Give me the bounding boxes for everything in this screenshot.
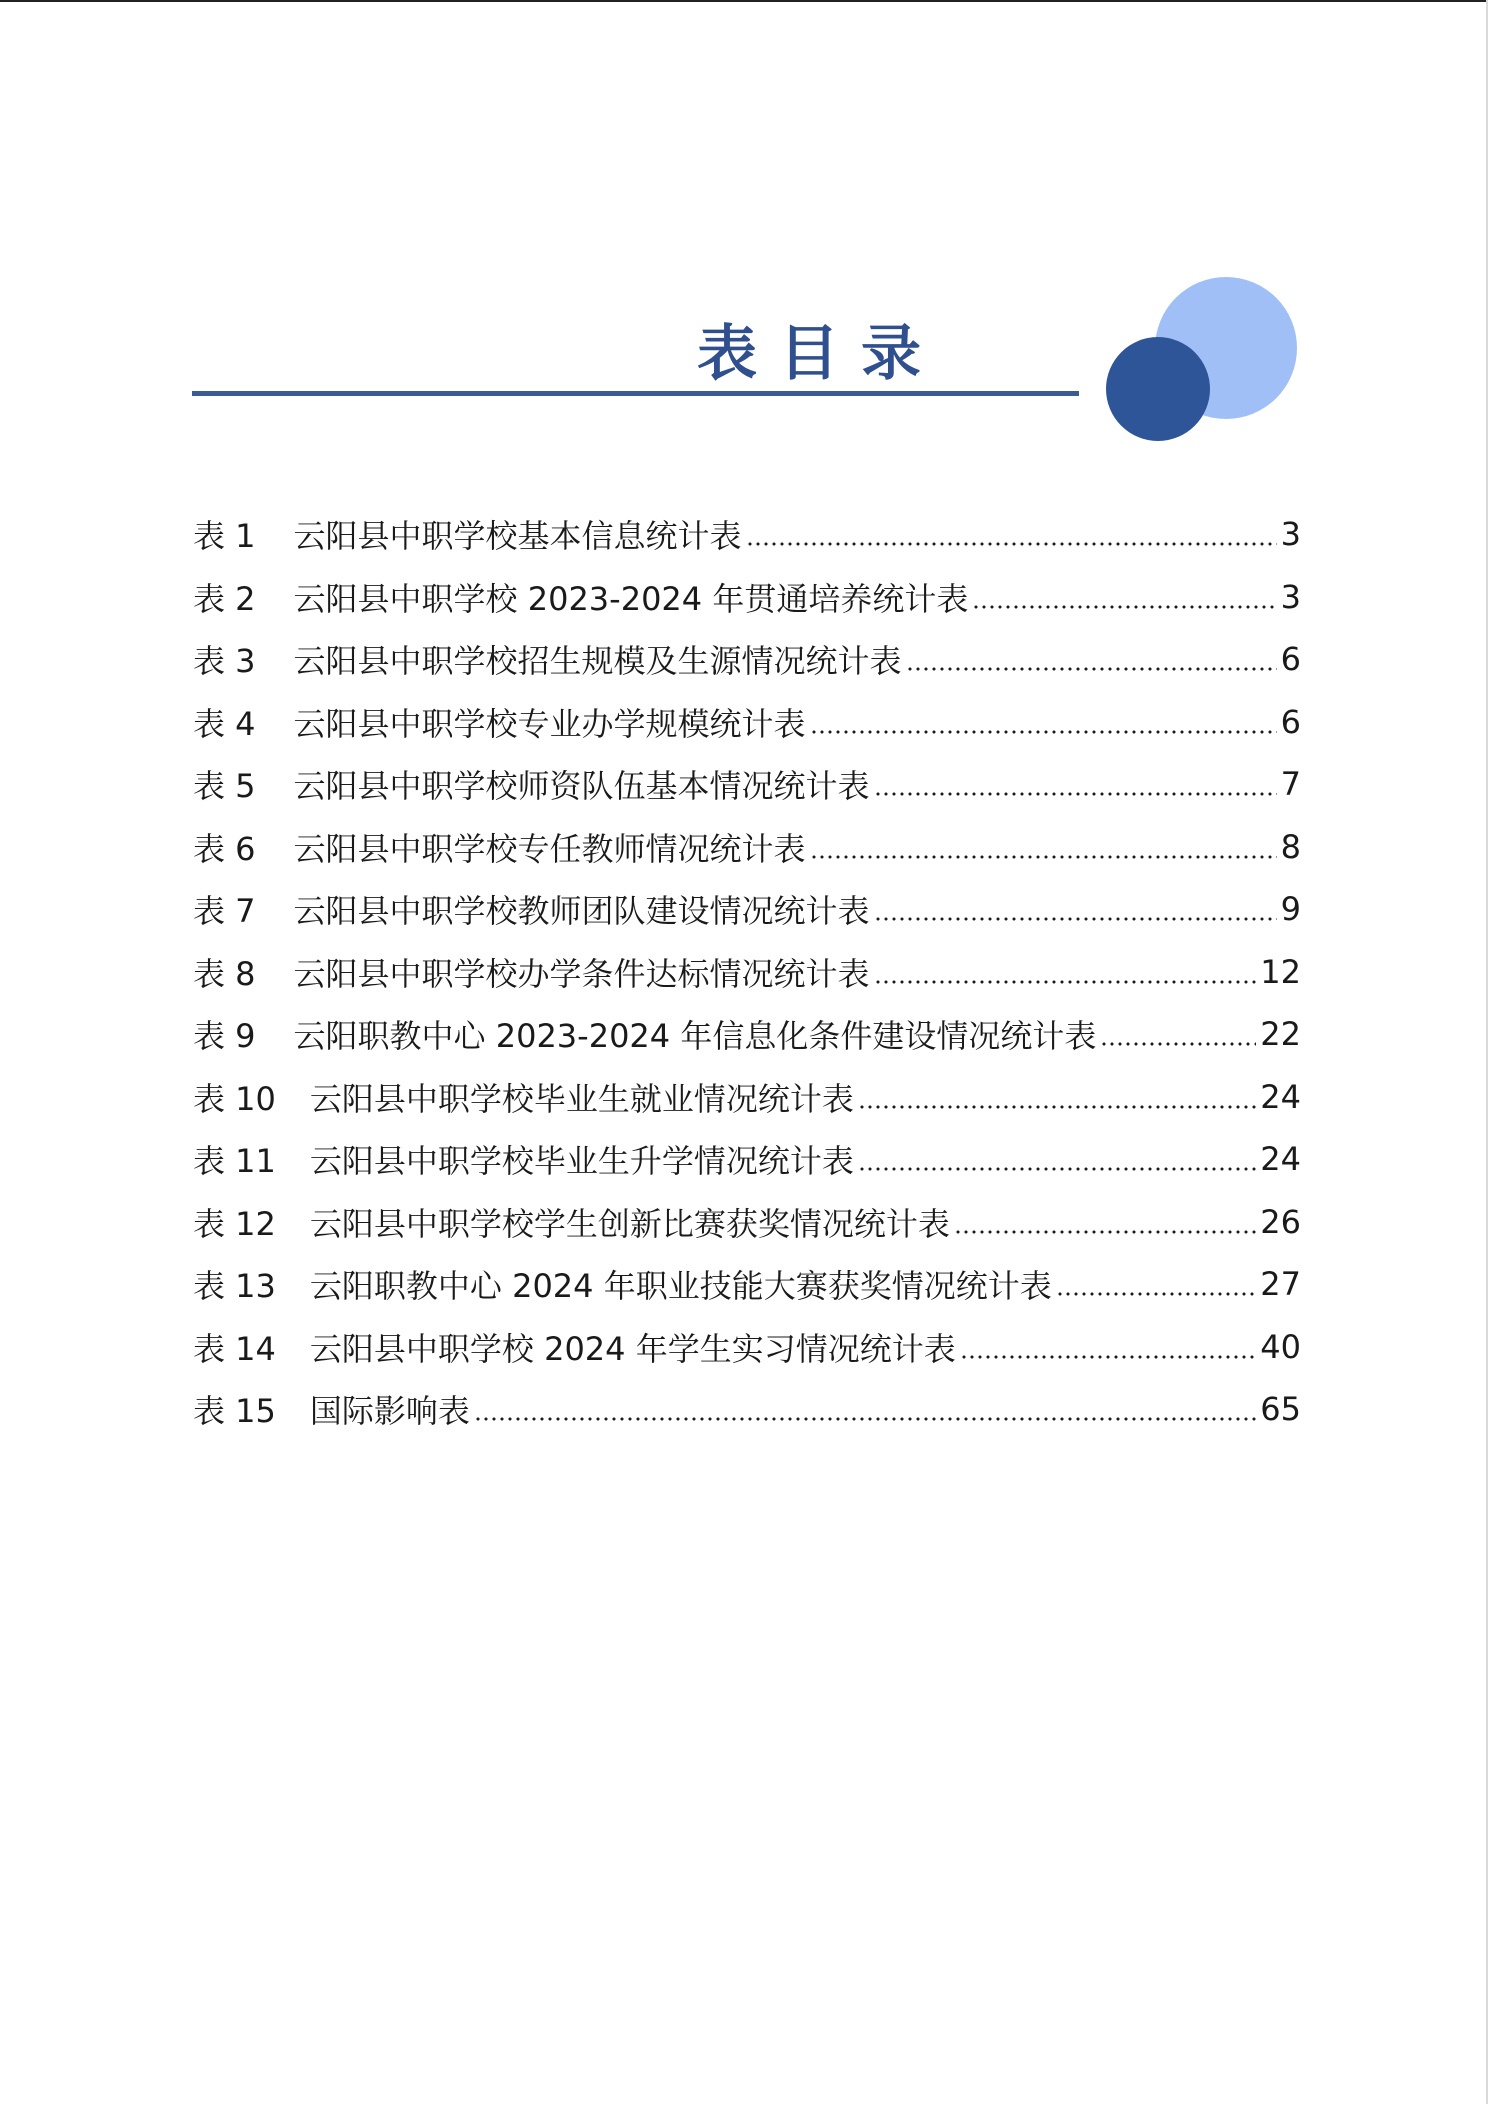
toc-entry-title: 云阳县中职学校师资队伍基本情况统计表 (293, 767, 870, 806)
toc-entry-page-number: 40 (1260, 1327, 1301, 1366)
toc-entry-page-number: 65 (1260, 1390, 1301, 1429)
toc-entry-page-number: 8 (1280, 827, 1301, 866)
decorative-circle-dark (1106, 337, 1210, 441)
toc-entry-page-number: 27 (1260, 1265, 1301, 1304)
page-top-border (0, 0, 1488, 2)
toc-entry-title: 云阳职教中心 2024 年职业技能大赛获奖情况统计表 (309, 1267, 1052, 1306)
dot-leader (1100, 1040, 1256, 1048)
dot-leader (810, 728, 1277, 736)
toc-entry[interactable] (193, 628, 1301, 691)
toc-entry-page-number: 26 (1260, 1202, 1301, 1241)
dot-leader (972, 603, 1276, 611)
toc-entry[interactable] (193, 1191, 1301, 1254)
dot-leader (474, 1415, 1256, 1423)
toc-entry-title: 云阳县中职学校专业办学规模统计表 (293, 704, 806, 743)
toc-entry-title: 云阳县中职学校基本信息统计表 (293, 517, 742, 556)
toc-entry[interactable] (193, 1066, 1301, 1129)
toc-entry-label: 表 8 (193, 954, 256, 993)
toc-entry-page-number: 12 (1260, 952, 1301, 991)
toc-entry-title: 云阳县中职学校毕业生就业情况统计表 (309, 1079, 854, 1118)
toc-entry[interactable] (193, 1378, 1301, 1441)
dot-leader (954, 1228, 1256, 1236)
toc-entry-label: 表 2 (193, 579, 256, 618)
toc-entry[interactable] (193, 941, 1301, 1004)
toc-entry-title: 国际影响表 (309, 1392, 470, 1431)
toc-entry-label: 表 14 (193, 1329, 276, 1368)
dot-leader (746, 540, 1277, 548)
toc-entry-label: 表 7 (193, 892, 256, 931)
toc-entry-label: 表 15 (193, 1392, 276, 1431)
toc-entry-label: 表 10 (193, 1079, 276, 1118)
toc-entry[interactable] (193, 691, 1301, 754)
dot-leader (874, 790, 1277, 798)
toc-entry-page-number: 3 (1280, 515, 1301, 554)
toc-entry-page-number: 9 (1280, 890, 1301, 929)
toc-entry-page-number: 6 (1280, 640, 1301, 679)
toc-entry-label: 表 3 (193, 642, 256, 681)
toc-entry-label: 表 11 (193, 1142, 276, 1181)
toc-entry[interactable] (193, 1128, 1301, 1191)
toc-entry-page-number: 3 (1280, 577, 1301, 616)
page-title: 表目录 (697, 319, 943, 389)
toc-entry[interactable] (193, 566, 1301, 629)
toc-entry-page-number: 22 (1260, 1015, 1301, 1054)
toc-entry-title: 云阳县中职学校专任教师情况统计表 (293, 829, 806, 868)
toc-entry-label: 表 12 (193, 1204, 276, 1243)
toc-entry[interactable] (193, 1253, 1301, 1316)
dot-leader (874, 915, 1277, 923)
toc-entry[interactable] (193, 1003, 1301, 1066)
toc-entry-label: 表 5 (193, 767, 256, 806)
toc-entry-title: 云阳县中职学校招生规模及生源情况统计表 (293, 642, 902, 681)
toc-entry[interactable] (193, 1316, 1301, 1379)
toc-entry-page-number: 7 (1280, 765, 1301, 804)
table-of-tables (193, 503, 1301, 1441)
toc-entry-title: 云阳县中职学校教师团队建设情况统计表 (293, 892, 870, 931)
dot-leader (810, 853, 1277, 861)
toc-entry-title: 云阳职教中心 2023-2024 年信息化条件建设情况统计表 (293, 1017, 1097, 1056)
toc-entry-title: 云阳县中职学校 2023-2024 年贯通培养统计表 (293, 579, 969, 618)
dot-leader (906, 665, 1277, 673)
toc-entry[interactable] (193, 816, 1301, 879)
title-underline (192, 391, 1079, 396)
toc-entry[interactable] (193, 753, 1301, 816)
toc-entry-label: 表 4 (193, 704, 256, 743)
dot-leader (1056, 1290, 1257, 1298)
toc-entry-title: 云阳县中职学校毕业生升学情况统计表 (309, 1142, 854, 1181)
toc-entry-title: 云阳县中职学校学生创新比赛获奖情况统计表 (309, 1204, 950, 1243)
toc-entry-page-number: 24 (1260, 1140, 1301, 1179)
dot-leader (874, 978, 1257, 986)
dot-leader (960, 1353, 1257, 1361)
toc-entry-title: 云阳县中职学校 2024 年学生实习情况统计表 (309, 1329, 956, 1368)
toc-entry-label: 表 6 (193, 829, 256, 868)
toc-entry-label: 表 1 (193, 517, 256, 556)
toc-entry[interactable] (193, 503, 1301, 566)
toc-entry[interactable] (193, 878, 1301, 941)
dot-leader (858, 1103, 1256, 1111)
toc-entry-page-number: 24 (1260, 1077, 1301, 1116)
toc-entry-page-number: 6 (1280, 702, 1301, 741)
toc-entry-label: 表 9 (193, 1017, 256, 1056)
toc-entry-title: 云阳县中职学校办学条件达标情况统计表 (293, 954, 870, 993)
dot-leader (858, 1165, 1256, 1173)
toc-entry-label: 表 13 (193, 1267, 276, 1306)
